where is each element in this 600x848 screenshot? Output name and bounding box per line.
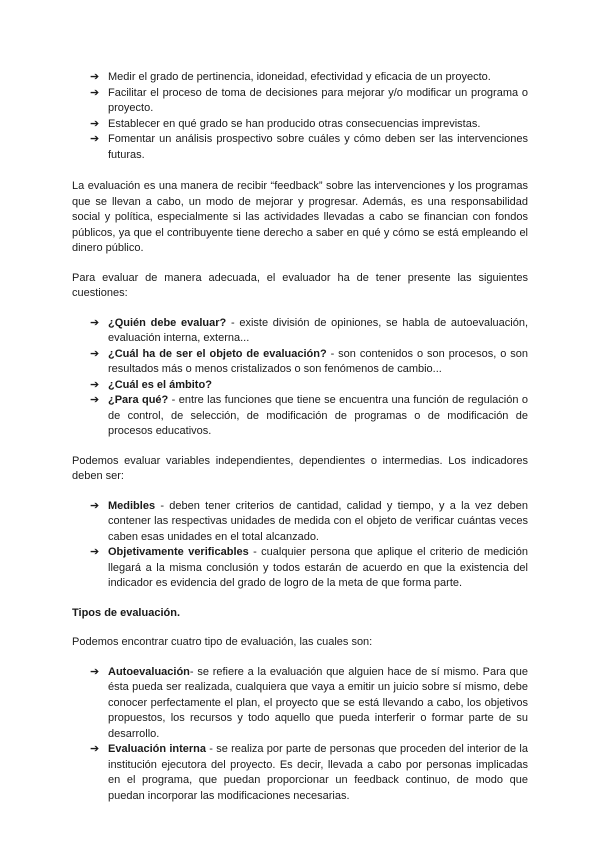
- list-item: ➔ Establecer en qué grado se han producido otras consecuencias imprevistas.: [90, 117, 528, 133]
- arrow-bullet-icon: ➔: [90, 499, 100, 512]
- list-item: ➔ Evaluación interna - se realiza por parte de personas que proceden del interior de la institución ejecutora del proyecto. Es decir, llevada a cabo por personas implicadas en el programa, que puedan proporcionar un feedback continuo, de modo que puedan incorporar las modificaciones necesarias.: [90, 743, 528, 802]
- objectives-list: [72, 70, 528, 163]
- arrow-bullet-icon: ➔: [90, 347, 100, 360]
- paragraph-types: Podemos encontrar cuatro tipo de evaluación, las cuales son:: [72, 636, 373, 648]
- types-list: [72, 665, 528, 805]
- list-item: ➔ Objetivamente verificables - cualquier persona que aplique el criterio de medición llegará a la misma conclusión y todos estarán de acuerdo en que la existencia del indicador es evidencia del grado de logro de la meta de que forma parte.: [90, 546, 528, 589]
- list-item: ➔ Fomentar un análisis prospectivo sobre cuáles y cómo deben ser las intervenciones futuras.: [90, 133, 528, 161]
- list-item: ➔ ¿Cuál es el ámbito?: [90, 378, 528, 394]
- arrow-bullet-icon: ➔: [90, 86, 100, 99]
- list-item: ➔ ¿Para qué? - entre las funciones que tiene se encuentra una función de regulación o de control, de selección, de modificación de programas o de modificación de procesos educativos.: [90, 394, 528, 437]
- arrow-bullet-icon: ➔: [90, 133, 100, 145]
- paragraph-evaluator: Para evaluar de manera adecuada, el evaluador ha de tener presente las siguientes cuestiones:: [72, 271, 528, 299]
- list-item: ➔ Medir el grado de pertinencia, idoneidad, efectividad y eficacia de un proyecto.: [90, 70, 528, 86]
- arrow-bullet-icon: ➔: [90, 743, 100, 755]
- list-item: ➔ Medibles - deben tener criterios de cantidad, calidad y tiempo, y a la vez deben contener las respectivas unidades de medida con el objeto de verificar cuántas veces caben esas unidades en el total alcanzado.: [90, 499, 528, 543]
- arrow-bullet-icon: ➔: [90, 546, 100, 558]
- questions-list: [72, 316, 528, 440]
- arrow-bullet-icon: ➔: [90, 117, 100, 130]
- arrow-bullet-icon: ➔: [90, 665, 100, 678]
- arrow-bullet-icon: ➔: [90, 378, 100, 391]
- paragraph-feedback: La evaluación es una manera de recibir “feedback” sobre las intervenciones y los programas que se llevan a cabo, un modo de mejorar y progresar. Además, es una responsabilidad social y política, especialmente si las actividades llevadas a cabo se financian con fondos públicos, ya que el contribuyente tiene derecho a saber en qué y cómo se está empleando el dinero público.: [72, 180, 528, 254]
- indicators-list: [72, 499, 528, 592]
- list-item: ➔ ¿Cuál ha de ser el objeto de evaluación? - son contenidos o son procesos, o son resultados más o menos cristalizados o son fenómenos de cambio...: [90, 347, 528, 375]
- section-heading: Tipos de evaluación.: [72, 606, 180, 619]
- list-item: ➔ Facilitar el proceso de toma de decisiones para mejorar y/o modificar un programa o proyecto.: [90, 86, 528, 114]
- arrow-bullet-icon: ➔: [90, 71, 100, 83]
- arrow-bullet-icon: ➔: [90, 316, 100, 329]
- paragraph-variables: Podemos evaluar variables independientes, dependientes o intermedias. Los indicadores deben ser:: [72, 454, 528, 482]
- list-item: ➔ ¿Quién debe evaluar? - existe división de opiniones, se habla de autoevaluación, evaluación interna, externa...: [90, 316, 528, 344]
- list-item: ➔ Autoevaluación- se refiere a la evaluación que alguien hace de sí mismo. Para que ésta pueda ser realizada, cualquiera que vaya a emitir un juicio sobre sí mismo, debe conocer perfectamente el plan, el proyecto que se está llevando a cabo, los objetivos propuestos, los recursos y todo aquello que pueda interferir o formar parte de su desarrollo.: [90, 665, 528, 740]
- arrow-bullet-icon: ➔: [90, 394, 100, 406]
